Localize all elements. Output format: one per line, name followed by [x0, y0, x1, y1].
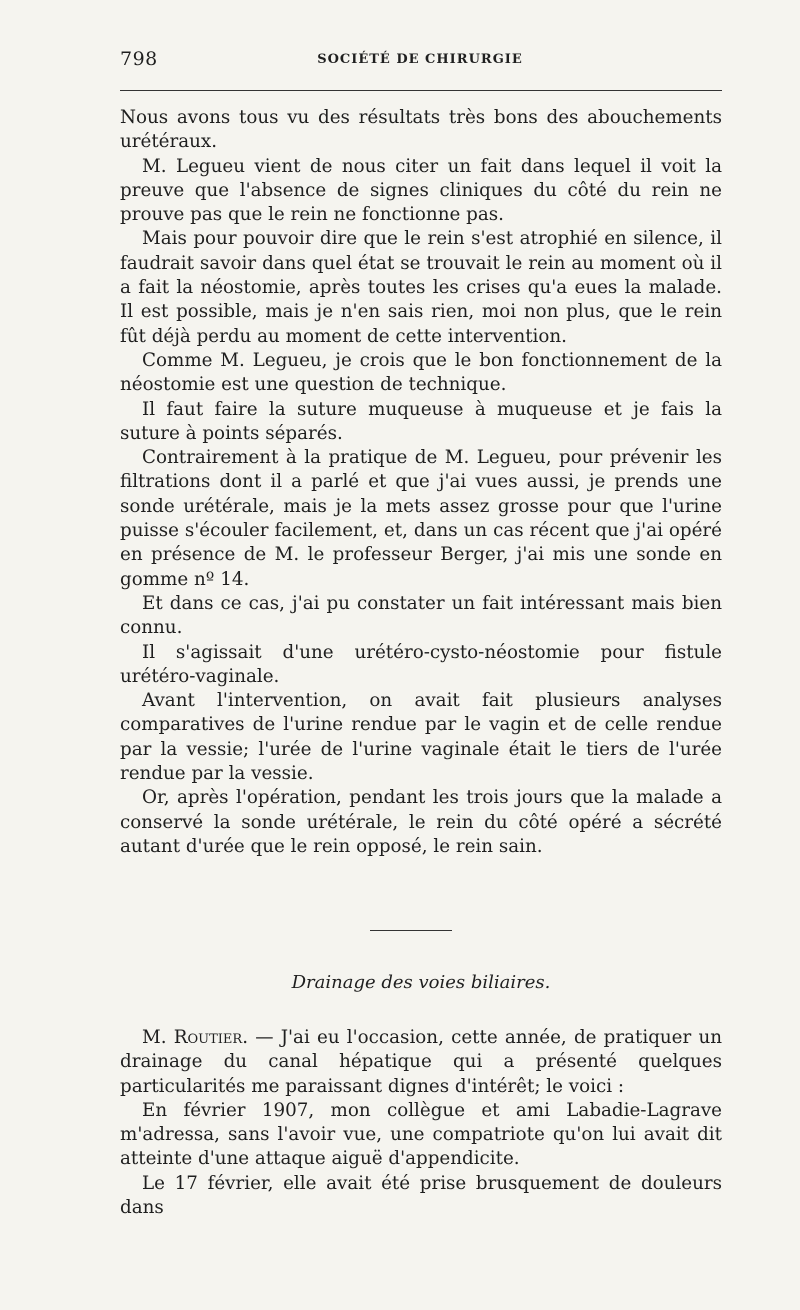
paragraph: Il s'agissait d'une urétéro-cysto-néostomie pour fistule urétéro-vaginale.: [120, 641, 722, 687]
section-text: [120, 1026, 722, 1220]
page-header: [120, 48, 720, 78]
paragraph: Avant l'intervention, on avait fait plusieurs analyses comparatives de l'urine rendue par le vagin et de celle rendue par la vessie; l'urée de l'urine vaginale était le tiers de l'urée rendue par la vessie.: [120, 690, 722, 785]
paragraph: Il faut faire la suture muqueuse à muqueuse et je fais la suture à points séparés.: [120, 398, 722, 444]
header-rule: [120, 90, 722, 91]
discussion-text: [120, 106, 722, 859]
paragraph: M. Legueu vient de nous citer un fait dans lequel il voit la preuve que l'absence de signes cliniques du côté du rein ne prouve pas que le rein ne fonctionne pas.: [120, 155, 722, 226]
section-heading: Drainage des voies biliaires.: [291, 972, 551, 993]
section-divider: [370, 930, 452, 931]
paragraph: Nous avons tous vu des résultats très bons des abouchements urétéraux.: [120, 107, 722, 153]
paragraph: Or, après l'opération, pendant les trois jours que la malade a conservé la sonde urétérale, le rein du côté opéré a sécrété autant d'urée que le rein opposé, le rein sain.: [120, 787, 722, 857]
paragraph: Le 17 février, elle avait été prise brusquement de douleurs dans: [120, 1172, 722, 1219]
paragraph: Contrairement à la pratique de M. Legueu, pour prévenir les filtrations dont il a parlé et que j'ai vues aussi, je prends une sonde urétérale, mais je la mets assez grosse pour que l'urine puisse s'écouler facilement, et, dans un cas récent que j'ai opéré en présence de M. le professeur Berger, j'ai mis une sonde en gomme nº 14.: [120, 447, 722, 590]
speaker-name: M. Routier.: [142, 1027, 249, 1048]
paragraph: En février 1907, mon collègue et ami Labadie-Lagrave m'adressa, sans l'avoir vue, une compatriote qu'on lui avait dit atteinte d'une attaque aiguë d'appendicite.: [120, 1099, 722, 1170]
paragraph: Et dans ce cas, j'ai pu constater un fait intéressant mais bien connu.: [120, 592, 722, 639]
paragraph: Mais pour pouvoir dire que le rein s'est atrophié en silence, il faudrait savoir dans quel état se trouvait le rein au moment où il a fait la néostomie, après toutes les crises qu'a eues la malade. Il est possible, mais je n'en sais rien, moi non plus, que le rein fût déjà perdu au moment de cette intervention.: [120, 228, 722, 347]
page-number: 798: [120, 48, 158, 70]
paragraph: Comme M. Legueu, je crois que le bon fonctionnement de la néostomie est une question de technique.: [120, 349, 722, 396]
paragraph: [120, 1026, 722, 1099]
running-title: SOCIÉTÉ DE CHIRURGIE: [317, 52, 523, 67]
paragraph-text: — J'ai eu l'occasion, cette année, de pratiquer un drainage du canal hépatique qui a présenté quelques particularités me paraissant dignes d'intérêt; le voici :: [120, 1027, 722, 1097]
